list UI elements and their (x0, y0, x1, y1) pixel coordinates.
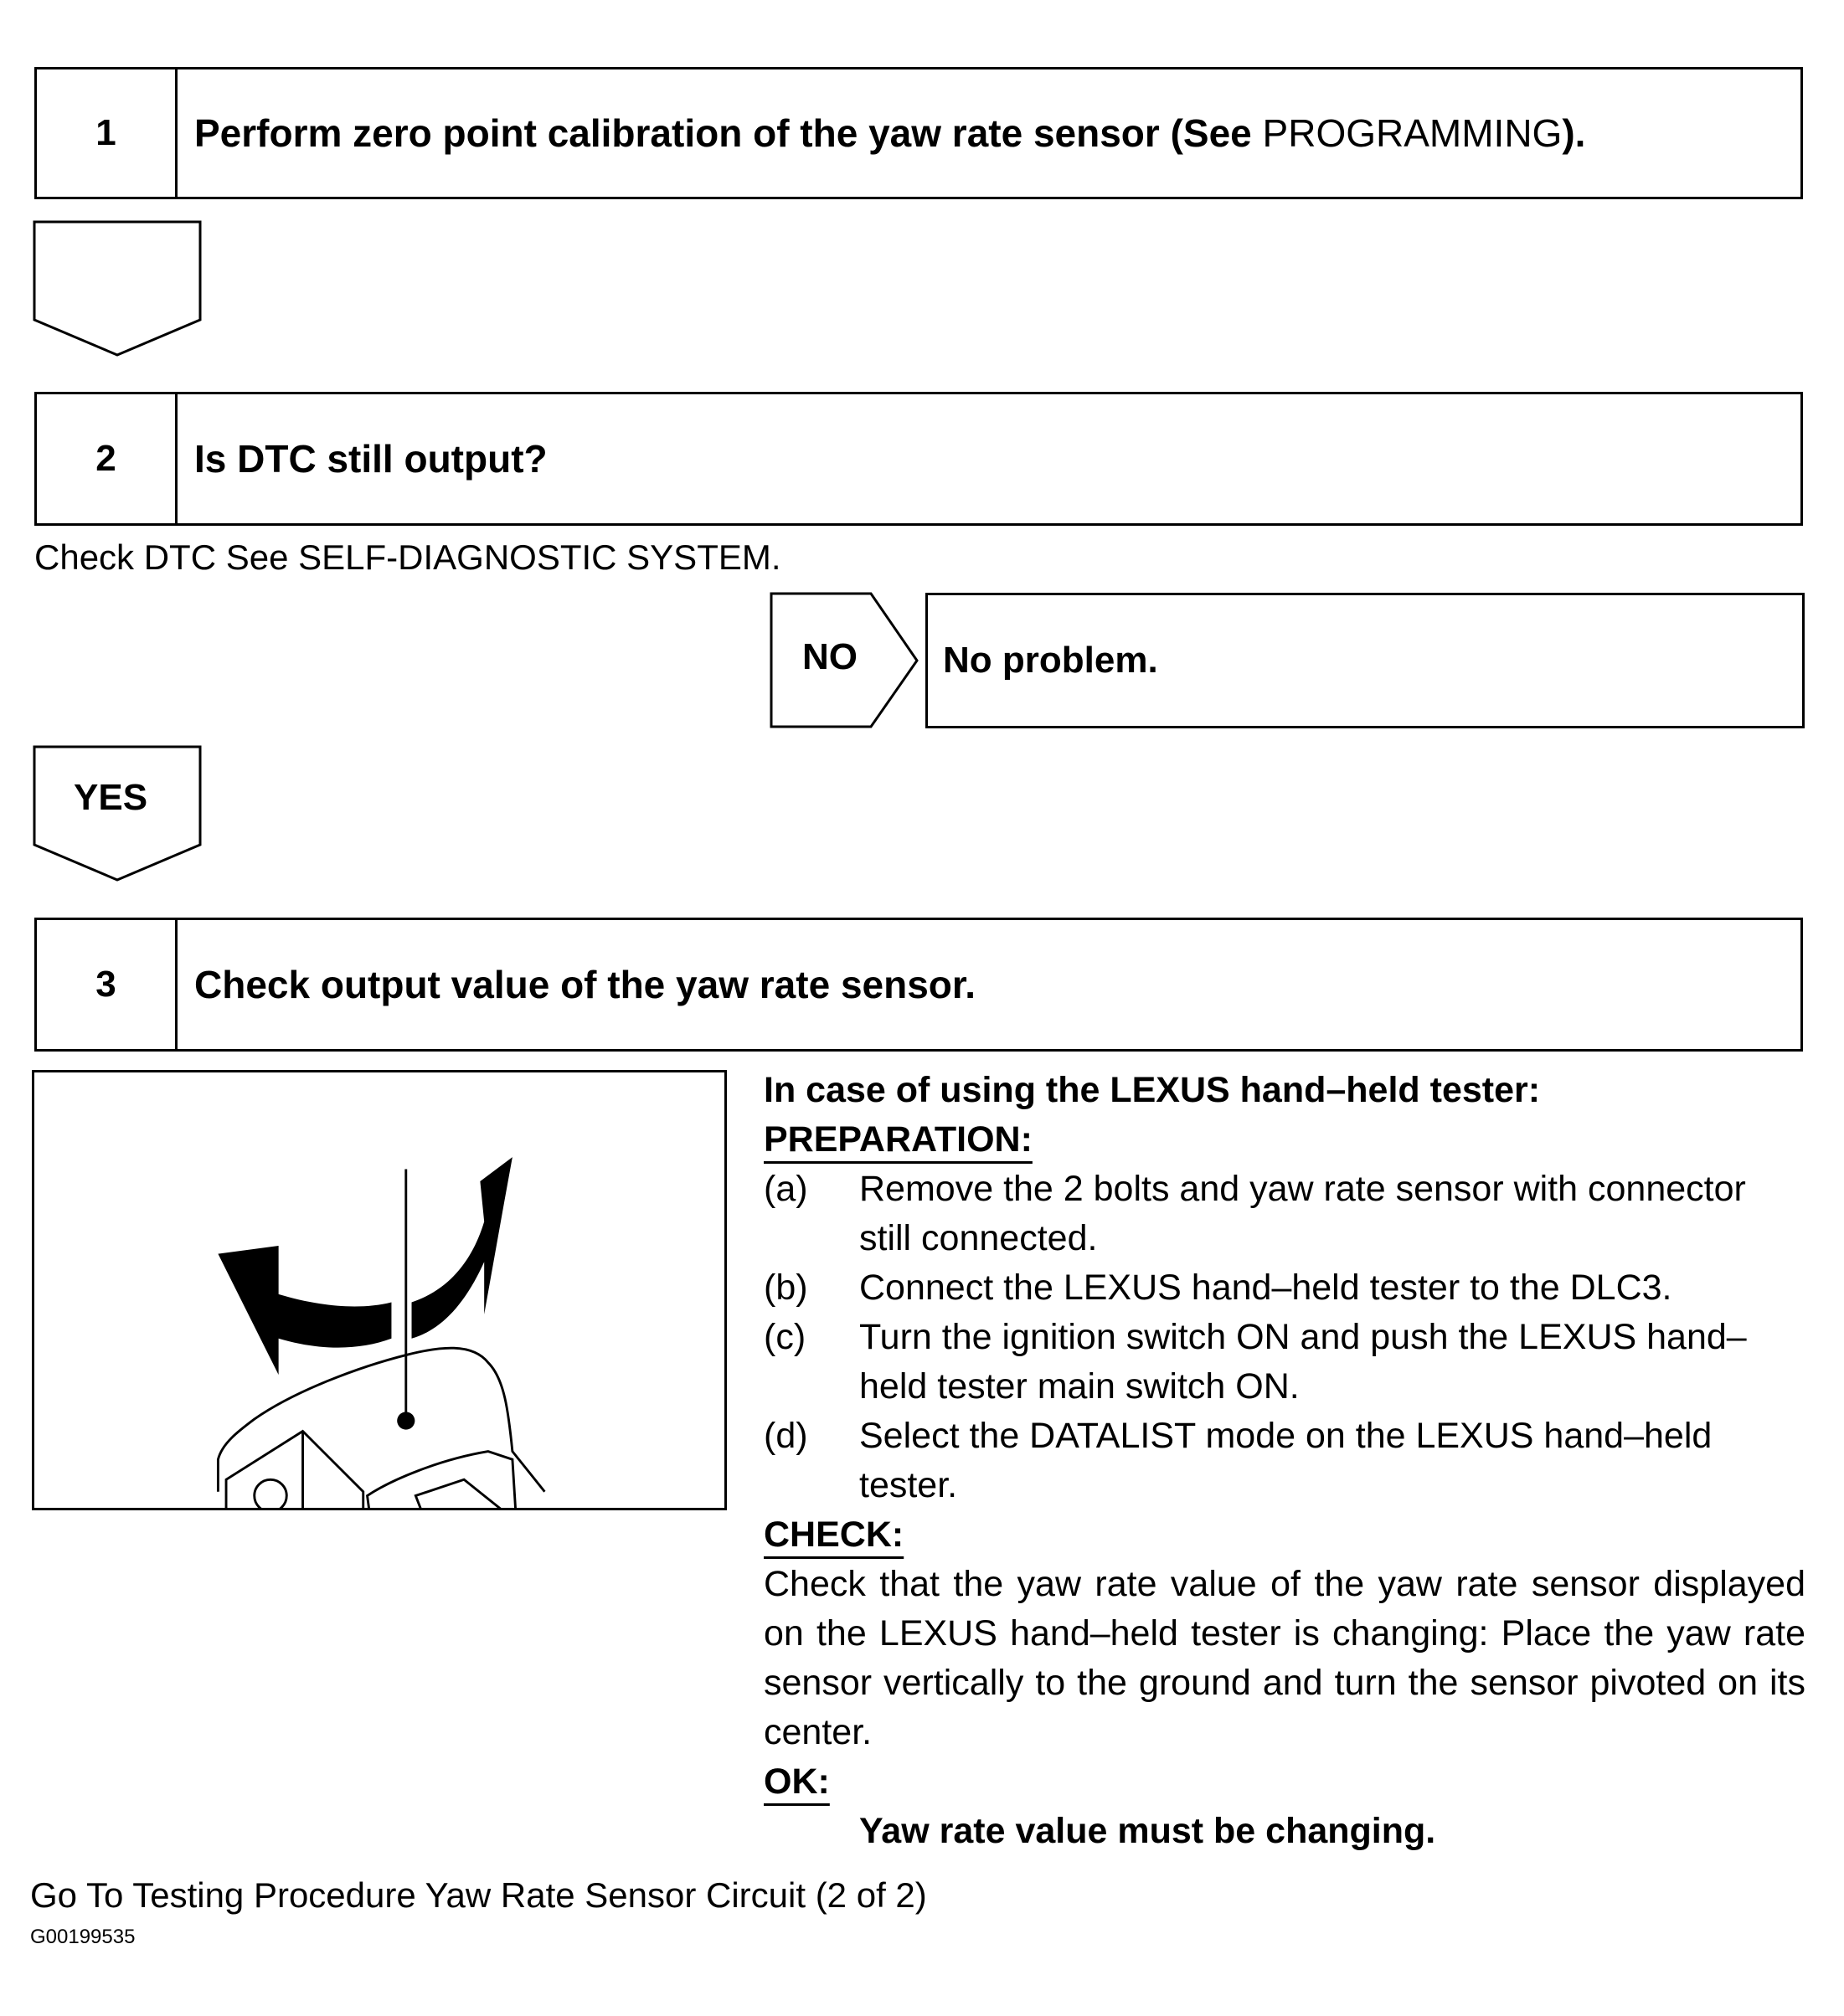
preparation-label: PREPARATION: (764, 1119, 1033, 1160)
preparation-item-d: (d) Select the DATALIST mode on the LEXUS hand–held tester. (764, 1416, 1713, 1505)
preparation-item-b: (b) Connect the LEXUS hand–held tester to the DLC3. (764, 1268, 1672, 1308)
ok-label: OK: (764, 1761, 830, 1802)
step-2-title: Is DTC still output? (194, 437, 548, 481)
yaw-rate-sensor-icon (34, 1072, 724, 1508)
preparation-item-c: (c) Turn the ignition switch ON and push the LEXUS hand–held tester main switch ON. (764, 1317, 1747, 1407)
check-label: CHECK: (764, 1515, 904, 1555)
go-to-testing-procedure-link[interactable]: Go To Testing Procedure Yaw Rate Sensor Circuit (2 of 2) (30, 1875, 927, 1915)
yaw-rate-sensor-illustration (32, 1070, 727, 1510)
step-2-note: Check DTC See SELF-DIAGNOSTIC SYSTEM. (34, 537, 781, 577)
yes-branch-label: YES (74, 777, 148, 818)
ok-text: Yaw rate value must be changing. (859, 1811, 1436, 1851)
step-1-title: Perform zero point calibration of the yaw rate sensor (See PROGRAMMING ). (194, 111, 1586, 155)
preparation-item-a: (a) Remove the 2 bolts and yaw rate sensor with connector still connected. (764, 1169, 1746, 1258)
programming-reference[interactable]: PROGRAMMING (1262, 111, 1563, 155)
down-arrow-icon (32, 219, 204, 358)
no-branch-label: NO (802, 636, 858, 677)
no-problem-result-box (925, 593, 1805, 728)
step-3-title: Check output value of the yaw rate sensor. (194, 963, 976, 1006)
step-3-number: 3 (37, 920, 178, 1049)
step-1-number: 1 (37, 69, 178, 197)
step-3-box (34, 918, 1803, 1052)
step-3-instructions (764, 1066, 1805, 1856)
figure-id: G00199535 (30, 1926, 136, 1948)
tester-heading: In case of using the LEXUS hand–held tester: (764, 1070, 1541, 1110)
step-2-number: 2 (37, 394, 178, 523)
step-1-box (34, 67, 1803, 199)
step-2-box (34, 392, 1803, 526)
no-problem-result-text: No problem. (943, 640, 1158, 681)
check-text: Check that the yaw rate value of the yaw rate sensor displayed on the LEXUS hand–held tester is changing: Place the yaw rate sensor vertically to the ground and turn the sensor pivoted on its center. (764, 1564, 1805, 1752)
